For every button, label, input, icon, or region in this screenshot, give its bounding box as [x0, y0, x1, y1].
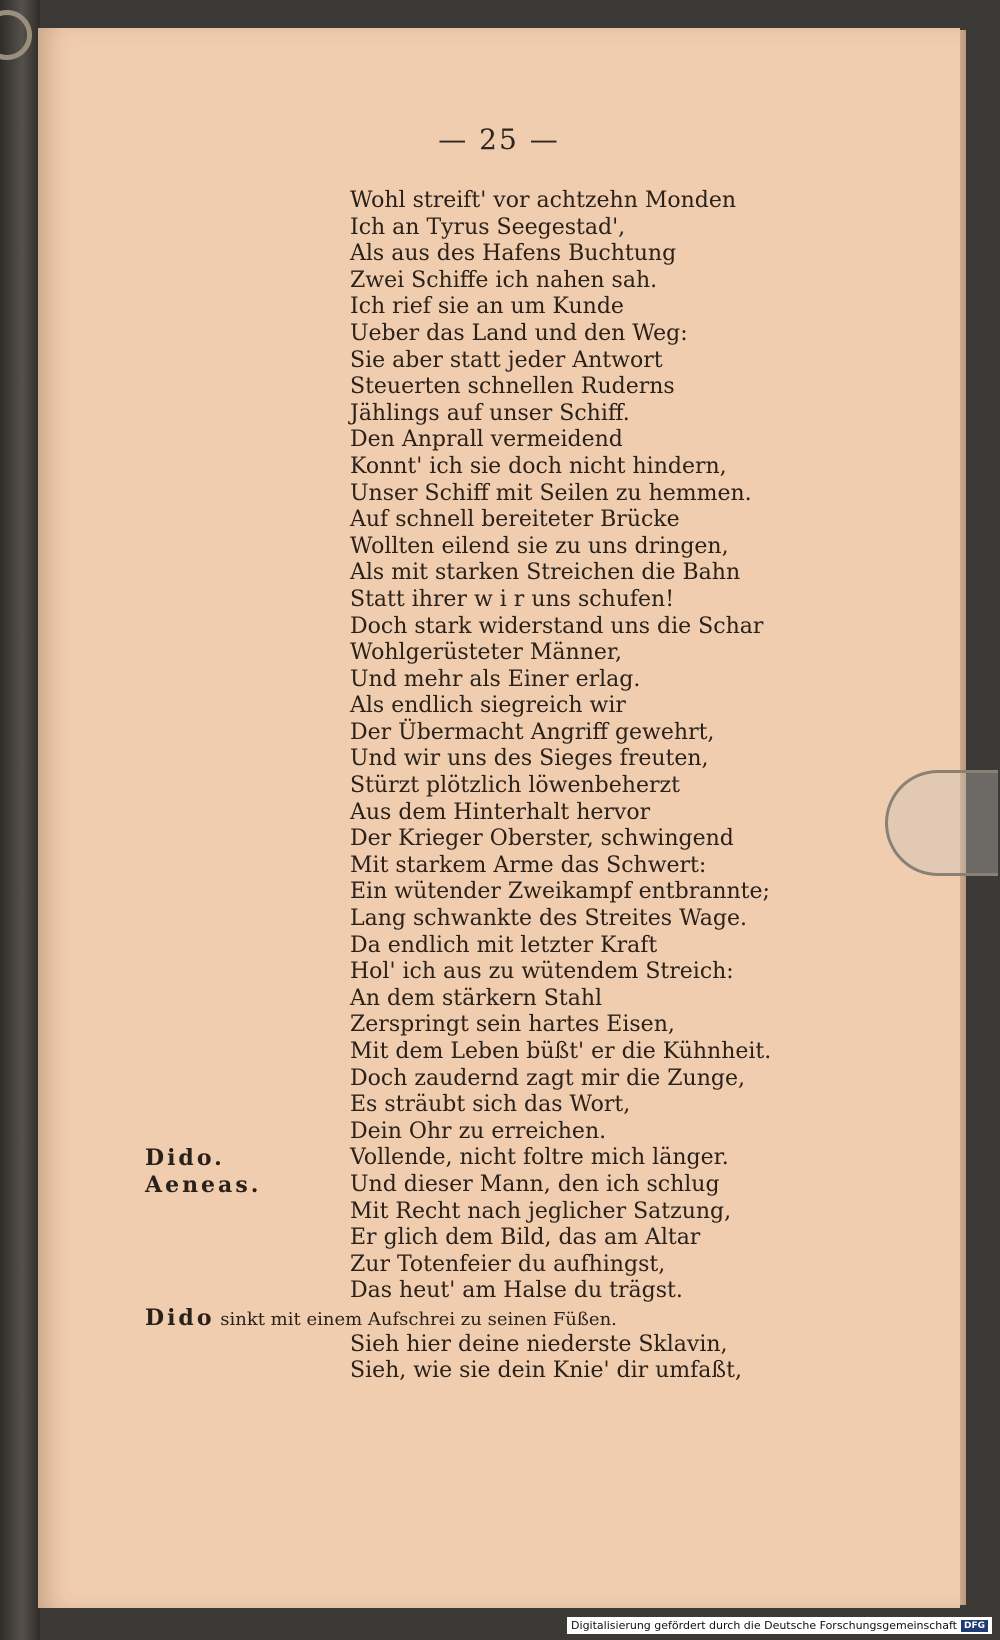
verse-line-text: Ein wütender Zweikampf entbrannte;: [350, 879, 770, 905]
verse-line-text: Da endlich mit letzter Kraft: [350, 932, 658, 958]
verse-line-text: Und dieser Mann, den ich schlug: [350, 1171, 720, 1197]
verse-line: [350, 1358, 771, 1385]
verse-line-text: Als endlich siegreich wir: [350, 693, 626, 719]
verse-line: [350, 720, 771, 747]
verse-line: [145, 1171, 771, 1199]
verse-line: [350, 826, 771, 853]
verse-line-text: Dein Ohr zu erreichen.: [350, 1118, 607, 1144]
verse-line: [350, 1225, 771, 1252]
verse-line: [145, 1304, 771, 1332]
verse-line-text: Lang schwankte des Streites Wage.: [350, 906, 747, 932]
verse-line-text: Mit dem Leben büßt' er die Kühnheit.: [350, 1039, 772, 1064]
verse-line-text: Und mehr als Einer erlag.: [350, 666, 641, 692]
verse-line: [350, 294, 771, 321]
verse-line-text: An dem stärkern Stahl: [350, 985, 603, 1011]
verse-line-text: Sie aber statt jeder Antwort: [350, 347, 663, 373]
verse-line-text: Der Übermacht Angriff gewehrt,: [350, 719, 715, 745]
verse-line: [350, 268, 771, 295]
stage-speaker-name: Dido: [145, 1304, 215, 1331]
verse-line-text: Ich an Tyrus Seegestad',: [350, 214, 626, 240]
verse-line-text: Er glich dem Bild, das am Altar: [350, 1225, 701, 1251]
verse-line-text: Vollende, nicht foltre mich länger.: [350, 1145, 729, 1171]
verse-line-text: Ich rief sie an um Kunde: [350, 294, 624, 320]
verse-line-text: Konnt' ich sie doch nicht hindern,: [350, 453, 727, 479]
verse-line: [350, 986, 771, 1013]
verse-line: [350, 693, 771, 720]
verse-line-text: Den Anprall vermeidend: [350, 427, 623, 453]
verse-line: [350, 1092, 771, 1119]
verse-line: [350, 560, 771, 587]
verse-line: [350, 241, 771, 268]
verse-line: [350, 348, 771, 375]
verse-line: [350, 534, 771, 561]
verse-line: [350, 1199, 771, 1226]
verse-line: [350, 215, 771, 242]
footer-text: Digitalisierung gefördert durch die Deutsche Forschungsgemeinschaft: [571, 1619, 957, 1632]
verse-line: [350, 933, 771, 960]
stage-direction-text: sinkt mit einem Aufschrei zu seinen Füßen.: [220, 1308, 617, 1330]
verse-line: [350, 1332, 771, 1359]
verse-line-text: Aus dem Hinterhalt hervor: [350, 799, 651, 825]
verse-line-text: Statt ihrer w i r uns schufen!: [350, 586, 675, 612]
verse-line: [350, 614, 771, 641]
page-number: — 25 —: [438, 123, 560, 156]
verse-line: [350, 879, 771, 906]
verse-line: [350, 800, 771, 827]
speaker-name: Aeneas.: [145, 1171, 262, 1198]
stage-direction: [145, 1305, 617, 1334]
verse-line: [350, 1252, 771, 1279]
verse-line-text: Sieh hier deine niederste Sklavin,: [350, 1331, 728, 1357]
verse-line-text: Hol' ich aus zu wütendem Streich:: [350, 959, 734, 985]
verse-line-text: Als aus des Hafens Buchtung: [350, 241, 677, 267]
verse-line: [350, 959, 771, 986]
verse-line-text: Es sträubt sich das Wort,: [350, 1092, 631, 1118]
verse-line: [350, 1012, 771, 1039]
verse-line-text: Zwei Schiffe ich nahen sah.: [350, 267, 658, 293]
verse-line: [350, 321, 771, 348]
verse-line-text: Mit starkem Arme das Schwert:: [350, 852, 707, 878]
verse-line: [350, 427, 771, 454]
verse-line: [350, 906, 771, 933]
verse-line: [350, 1278, 771, 1305]
verse-line: [350, 374, 771, 401]
verse-line-text: Wollten eilend sie zu uns dringen,: [350, 533, 729, 559]
verse-line-text: Als mit starken Streichen die Bahn: [350, 560, 741, 586]
page-clip: [885, 770, 998, 876]
verse-line-text: Ueber das Land und den Weg:: [350, 320, 688, 346]
verse-line-text: Und wir uns des Sieges freuten,: [350, 746, 709, 772]
book-binding: [0, 0, 40, 1640]
verse-line: [350, 481, 771, 508]
verse-line-text: Wohl streift' vor achtzehn Monden: [350, 188, 737, 213]
verse-line-text: Jählings auf unser Schiff.: [350, 400, 630, 426]
verse-line: [350, 1119, 771, 1146]
verse-line: [350, 773, 771, 800]
verse-line-text: Doch stark widerstand uns die Schar: [350, 613, 764, 639]
speaker-name: Dido.: [145, 1145, 225, 1172]
verse-line: [350, 667, 771, 694]
verse-line: [145, 1145, 771, 1172]
verse-line-text: Auf schnell bereiteter Brücke: [350, 507, 680, 533]
verse-line-text: Doch zaudernd zagt mir die Zunge,: [350, 1065, 745, 1091]
verse-line: [350, 746, 771, 773]
verse-line-text: Zur Totenfeier du aufhingst,: [350, 1251, 666, 1277]
verse-line-text: Der Krieger Oberster, schwingend: [350, 826, 734, 852]
verse-line: [350, 1039, 771, 1066]
verse-line: [350, 587, 771, 614]
verse-line-text: Steuerten schnellen Ruderns: [350, 374, 675, 400]
verse-line-text: Das heut' am Halse du trägst.: [350, 1278, 683, 1304]
verse-line-text: Unser Schiff mit Seilen zu hemmen.: [350, 480, 752, 506]
verse-line: [350, 640, 771, 667]
verse-text: [145, 188, 772, 1385]
dfg-logo: DFG: [961, 1620, 988, 1632]
verse-line: [350, 853, 771, 880]
verse-line-text: Mit Recht nach jeglicher Satzung,: [350, 1198, 732, 1224]
verse-line: [350, 454, 771, 481]
verse-line-text: Sieh, wie sie dein Knie' dir umfaßt,: [350, 1358, 742, 1384]
verse-line-text: Zerspringt sein hartes Eisen,: [350, 1012, 675, 1038]
verse-line: [350, 507, 771, 534]
verse-line: [350, 401, 771, 428]
verse-line: [350, 1066, 771, 1093]
verse-line: [350, 188, 771, 215]
book-page: [38, 28, 960, 1608]
footer-credit: [567, 1617, 992, 1634]
verse-line-text: Stürzt plötzlich löwenbeherzt: [350, 773, 680, 799]
verse-line-text: Wohlgerüsteter Männer,: [350, 640, 622, 666]
